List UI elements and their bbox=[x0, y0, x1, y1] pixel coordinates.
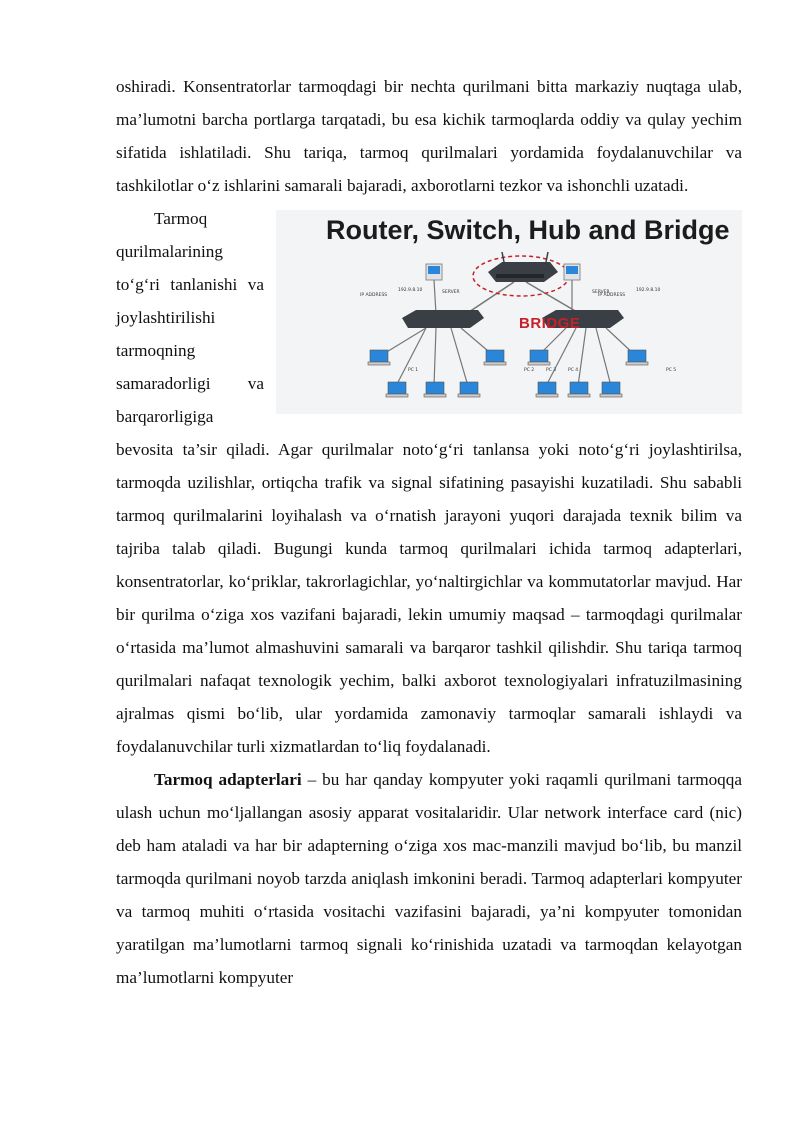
pc-2-label: PC 2 bbox=[524, 368, 535, 373]
paragraph-2 bbox=[116, 202, 742, 763]
cable bbox=[434, 280, 436, 314]
network-figure bbox=[276, 210, 742, 414]
left-switch-icon bbox=[402, 310, 484, 328]
figure-title: Router, Switch, Hub and Bridge bbox=[326, 215, 730, 245]
term-tarmoq-adapterlari: Tarmoq adapterlari bbox=[154, 770, 302, 789]
left-address-label: 192.9.8.10 IP ADDRESS bbox=[360, 288, 423, 298]
pc-4-label: PC 4 bbox=[568, 368, 579, 373]
pc-icons bbox=[368, 350, 648, 397]
document-page bbox=[116, 70, 742, 994]
right-server-icon bbox=[564, 264, 580, 280]
paragraph-3 bbox=[116, 763, 742, 994]
paragraph-3-text: – bu har qanday kompyuter yoki raqamli qurilmani tarmoqqa ulash uchun mo‘ljallangan asosiy apparat vositalaridir. Ular network interface card (nic) deb ham ataladi va har bir adapterning o‘ziga xos mac-manzili mavjud bo‘lib, bu manzil tarmoqda qurilmani noyob tarzda aniqlash imkonini beradi. Tarmoq adapterlari kompyuter va tarmoq muhiti o‘rtasida vositachi vazifasini bajaradi, ya’ni kompyuter tomonidan yaratilgan ma’lumotlarni tarmoq signali ko‘rinishida uzatadi va tarmoqdan kelayotgan ma’lumotlarni kompyuter bbox=[116, 770, 742, 987]
paragraph-1: oshiradi. Konsentratorlar tarmoqdagi bir nechta qurilmani bitta markaziy nuqtaga ulab, ma’lumotni barcha portlarga tarqatadi, bu esa kichik tarmoqlarda oddiy va qulay yechim sifatida ishlatiladi. Shu tariqa, tarmoq qurilmalari yordamida foydalanuvchilar va tashkilotlar o‘z ishlarini samarali bajaradi, axborotlarni tezkor va ishonchli uzatadi. bbox=[116, 77, 742, 195]
right-address-label: 192.9.8.10 IP ADDRESS bbox=[598, 288, 661, 298]
pc-5-label: PC 5 bbox=[666, 368, 677, 373]
pc-1-label: PC 1 bbox=[408, 368, 419, 373]
left-server-icon bbox=[426, 264, 442, 280]
paragraph-2-text: Tarmoq qurilmalarining to‘g‘ri tanlanishi va joylashtirilishi tarmoqning samaradorligi va barqarorligiga bevosita ta’sir qiladi. Agar qurilmalar noto‘g‘ri tanlansa yoki noto‘g‘ri joylashtirilsa, tarmoqda uzilishlar, ortiqcha trafik va signal sifatining pasayishi kuzatiladi. Shu sababli tarmoq qurilmalarini loyihalash va o‘rnatish jarayoni yuqori darajada texnik bilim va tajriba talab qiladi. Bugungi kunda tarmoq qurilmalari ichida tarmoq adapterlari, konsentratorlar, ko‘priklar, takrorlagichlar, yo‘naltirgichlar va kommutatorlar mavjud. Har bir qurilma o‘ziga xos vazifani bajaradi, lekin umumiy maqsad – tarmoqdagi qurilmalar o‘rtasida ma’lumot almashuvini samarali va barqaror tashkil qilishdir. Shu tariqa tarmoq qurilmalari nafaqat texnologik yechim, balki axborot texnologiyalari infratuzilmasining ajralmas qismi bo‘lib, ular yordamida zamonaviy tarmoqlar samarali ishlaydi va foydalanuvchilar turli xizmatlardan to‘liq foydalanadi. bbox=[116, 209, 742, 756]
right-server-label: SERVER bbox=[592, 290, 610, 295]
bridge-label: BRIDGE bbox=[519, 315, 581, 332]
pc-3-label: PC 3 bbox=[546, 368, 557, 373]
left-server-label: SERVER bbox=[442, 290, 460, 295]
